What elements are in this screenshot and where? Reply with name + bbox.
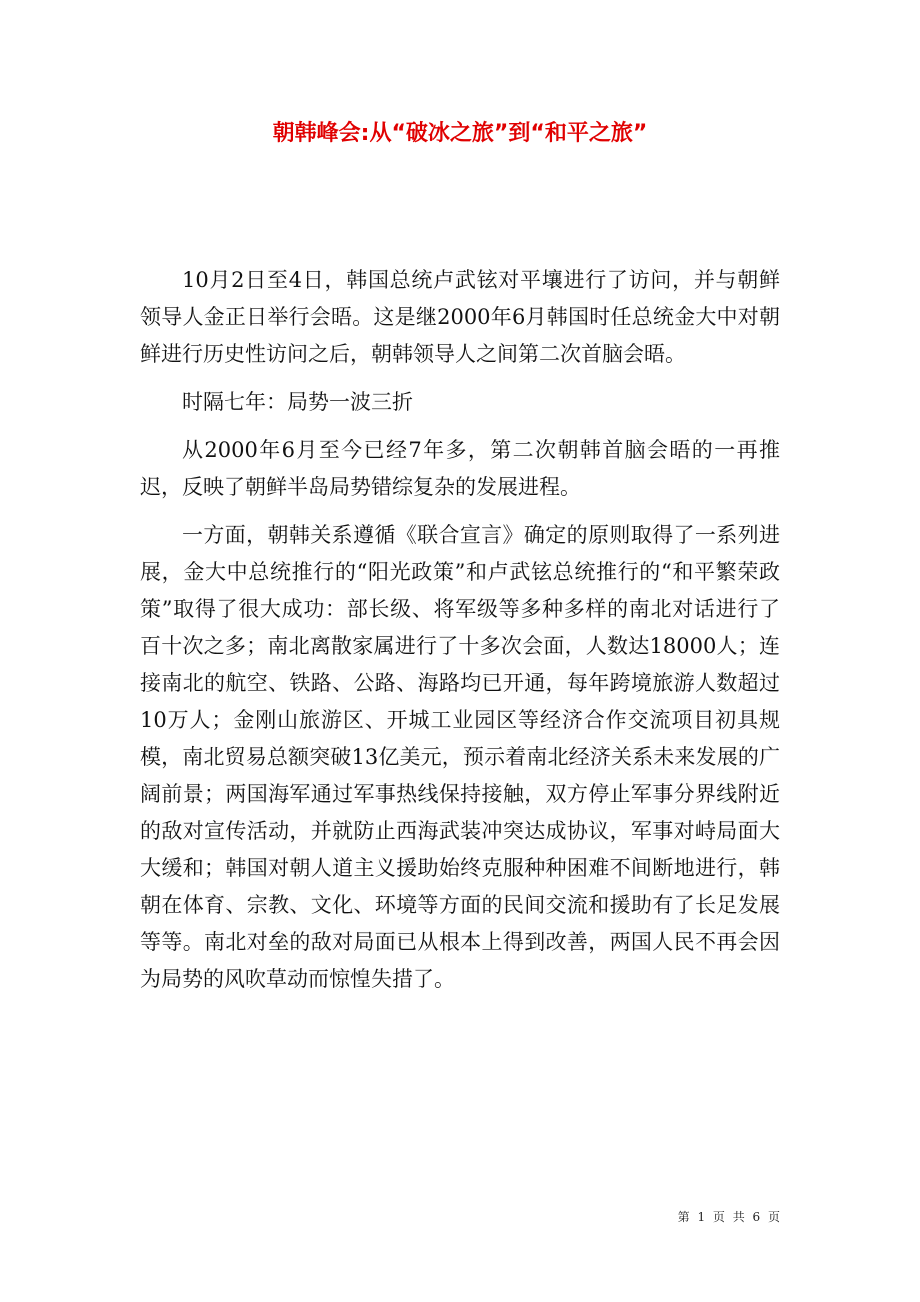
page-number-footer: 第 1 页 共 6 页 (677, 1210, 782, 1224)
section-heading: 时隔七年：局势一波三折 (182, 390, 413, 414)
paragraph-delay: 从2000年6月至今已经7年多，第二次朝韩首脑会晤的一再推迟，反映了朝鲜半岛局势错综复杂的发展进程。 (140, 438, 780, 499)
article-body (140, 262, 780, 1009)
page-title: 朝韩峰会:从“破冰之旅”到“和平之旅” (272, 121, 648, 146)
paragraph-intro: 10月2日至4日，韩国总统卢武铉对平壤进行了访问，并与朝鲜领导人金正日举行会晤。这是继2000年6月韩国时任总统金大中对朝鲜进行历史性访问之后，朝韩领导人之间第二次首脑会晤。 (140, 268, 780, 366)
paragraph-progress: 一方面，朝韩关系遵循《联合宣言》确定的原则取得了一系列进展，金大中总统推行的“阳光政策”和卢武铉总统推行的“和平繁荣政策”取得了很大成功：部长级、将军级等多种多样的南北对话进行了百十次之多；南北离散家属进行了十多次会面，人数达18000人；连接南北的航空、铁路、公路、海路均已开通，每年跨境旅游人数超过10万人；金刚山旅游区、开城工业园区等经济合作交流项目初具规模，南北贸易总额突破13亿美元，预示着南北经济关系未来发展的广阔前景；两国海军通过军事热线保持接触，双方停止军事分界线附近的敌对宣传活动，并就防止西海武装冲突达成协议，军事对峙局面大大缓和；韩国对朝人道主义援助始终克服种种困难不间断地进行，韩朝在体育、宗教、文化、环境等方面的民间交流和援助有了长足发展等等。南北对垒的敌对局面已从根本上得到改善，两国人民不再会因为局势的风吹草动而惊惶失措了。 (140, 523, 780, 991)
